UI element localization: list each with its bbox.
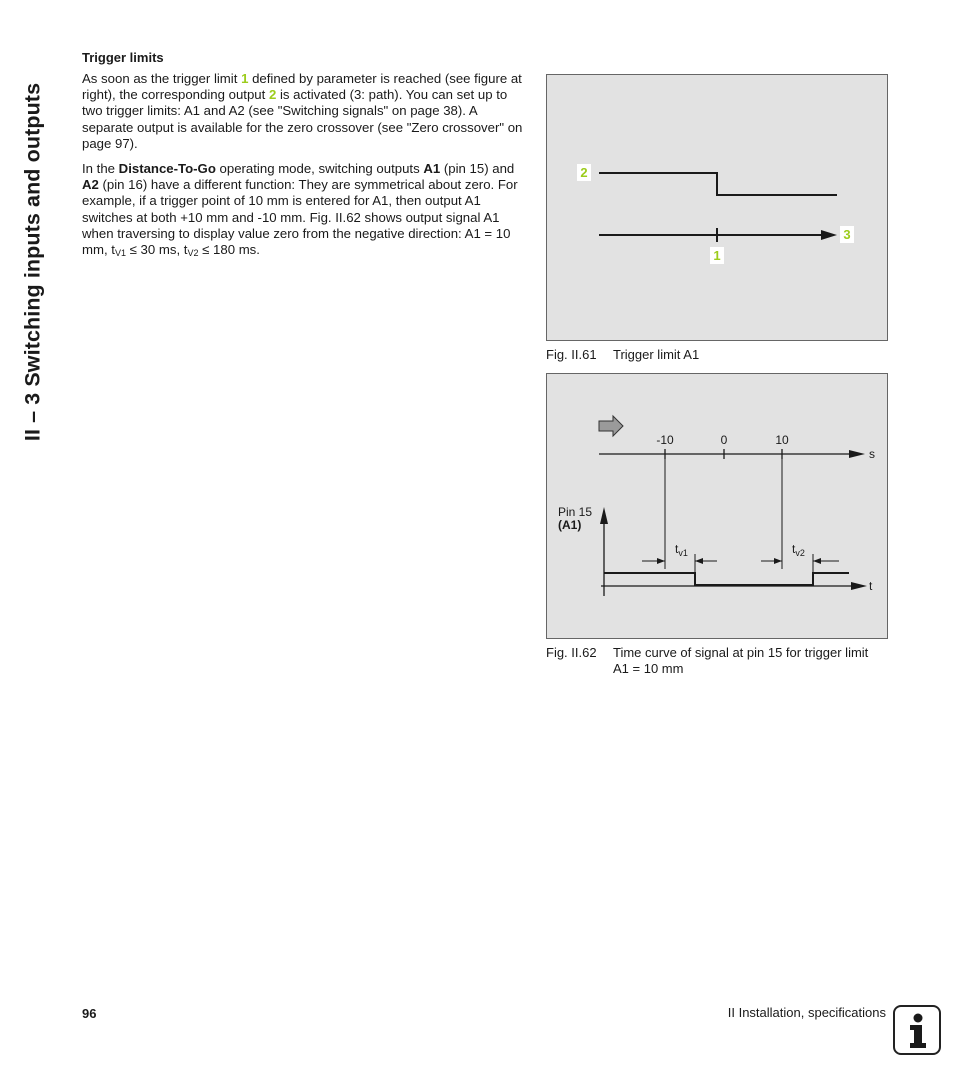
path-arrowhead (821, 230, 837, 240)
chapter-side-title-text: II – 3 Switching inputs and outputs (20, 82, 45, 442)
tv2-label-base: t (792, 542, 796, 556)
info-icon-glyph (895, 1007, 939, 1053)
tv2-arrow-left (774, 558, 782, 564)
p2-text-2: operating mode, switching outputs (215, 161, 424, 176)
figure-time-curve (546, 373, 888, 639)
tv1-label-base: t (675, 542, 679, 556)
tick-label-plus-10: 10 (775, 433, 789, 447)
tv2-label-sub: v2 (795, 548, 805, 558)
figure-trigger-limit (546, 74, 888, 341)
info-icon (893, 1005, 941, 1055)
p1-ref-2: 2 (268, 87, 277, 103)
label-path: 3 (843, 227, 851, 242)
figure1-caption (546, 347, 886, 363)
s-axis-label: s (869, 447, 875, 461)
p1-ref-1: 1 (241, 71, 249, 86)
s-axis-arrowhead (849, 450, 865, 458)
pin-axis-arrowhead (600, 507, 608, 524)
tv1-label-sub: v1 (678, 548, 688, 558)
section-heading: Trigger limits (82, 50, 164, 65)
pin-signal-line (604, 573, 849, 585)
pin-label: Pin 15 (558, 505, 593, 519)
p2-bold-a2: A2 (82, 177, 99, 193)
figure1-caption-text: Trigger limit A1 (613, 347, 700, 362)
t-axis-label: t (869, 579, 873, 593)
p2-text-3: (pin 15) and (440, 161, 515, 176)
footer-title: II Installation, specifications (727, 1005, 886, 1020)
figure1-caption-number: Fig. II.61 (546, 347, 597, 362)
tv2-label (792, 542, 805, 558)
p2-sub-v2: V2 (187, 248, 199, 259)
p1-text-3: is activated (3: path). You can set up to two trigger limits: A1 and A2 (see "Switching signals" on page 38). A separate output is available for the zero crossover (see "Zero crossover" on page 97). (82, 87, 523, 151)
tick-label-zero: 0 (720, 433, 728, 447)
figure2-caption-text: Time curve of signal at pin 15 for trigger limit A1 = 10 mm (613, 645, 869, 676)
output-signal-line (599, 173, 837, 195)
p2-text-4: (pin 16) have a different function: They are symmetrical about zero. For example, if a trigger point of 10 mm is entered for A1, then output A1 switches at both +10 mm and -10 mm. Fig. II.62 shows output signal A1 when traversing to display value zero from the negative direction: A1 = 10 mm, t (82, 177, 518, 258)
p2-text-1: In the (82, 161, 119, 176)
p2-bold-a1: A1 (423, 161, 441, 176)
paragraph-trigger-limits (82, 71, 527, 152)
tv1-label (675, 542, 688, 558)
p2-sub-v1: V1 (114, 248, 126, 259)
tv1-arrow-left (657, 558, 665, 564)
p2-bold-mode: Distance-To-Go (118, 161, 216, 176)
figure-time-curve-drawing (547, 374, 887, 638)
output-label: (A1) (558, 518, 582, 532)
label-output: 2 (580, 165, 588, 180)
tv2-arrow-right (813, 558, 821, 564)
p1-text-1: As soon as the trigger limit (82, 71, 242, 86)
tv1-arrow-right (695, 558, 703, 564)
chapter-side-title (8, 50, 58, 480)
p2-text-6: ≤ 180 ms. (198, 242, 260, 258)
tick-label-minus-10: -10 (656, 433, 674, 447)
figure2-caption (546, 645, 886, 677)
label-limit: 1 (713, 248, 721, 263)
figure2-caption-number: Fig. II.62 (546, 645, 597, 660)
t-axis-arrowhead (851, 582, 867, 590)
figure-trigger-limit-drawing (547, 75, 887, 340)
paragraph-distance-to-go (82, 161, 527, 258)
page-number: 96 (82, 1006, 97, 1021)
p1-text-2: defined by parameter is reached (see figure at right), the corresponding output (82, 71, 522, 103)
p2-text-5: ≤ 30 ms, t (125, 242, 188, 258)
direction-arrow-icon (599, 416, 623, 436)
